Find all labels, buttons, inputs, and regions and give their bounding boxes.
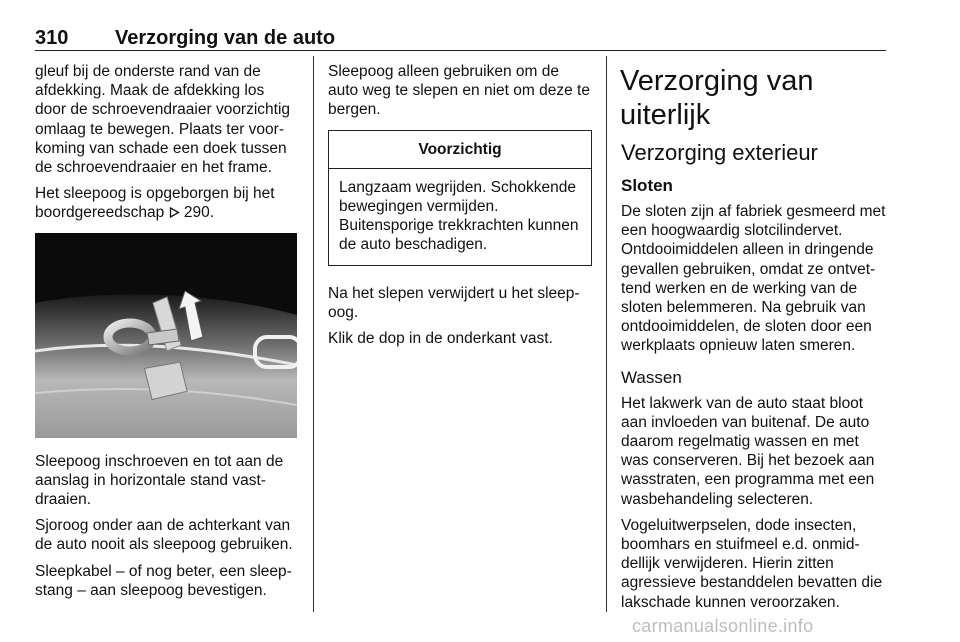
paragraph <box>35 184 299 222</box>
topic-heading-sloten: Sloten <box>621 176 673 195</box>
towing-eye-illustration <box>35 233 297 438</box>
paragraph: Het lakwerk van de auto staat bloot aan invloeden van buitenaf. De auto daarom regelmatig wassen en met was conserveren. Bij het bezoek aan wasstraten, een programma met een wasbehandeling selecteren. <box>621 394 875 508</box>
paragraph: Sjoroog onder aan de achterkant van de auto nooit als sleepoog gebruiken. <box>35 517 293 554</box>
column-divider <box>313 56 314 612</box>
caution-title: Voorzichtig <box>329 131 591 169</box>
paragraph: Vogeluitwerpselen, dode insecten, boomhars en stuifmeel e.d. onmiddellijk verwijderen. Hierin zitten agressieve bestanddelen bevatten die lakschade kunnen veroorzaken. <box>621 516 883 611</box>
paragraph: Sleepoog alleen gebruiken om de auto weg te slepen en niet om deze te bergen. <box>328 63 590 119</box>
column-divider <box>606 56 607 612</box>
column-middle <box>328 62 592 355</box>
page-reference-icon[interactable] <box>169 204 180 215</box>
paragraph: Sleepkabel – of nog beter, een sleepstang – aan sleepoog bevestigen. <box>35 562 292 599</box>
caution-text: Langzaam wegrijden. Schokkende bewegingen vermijden. Buitensporige trekkrachten kunnen de auto beschadigen. <box>339 178 579 254</box>
page-reference-link[interactable]: 290. <box>183 204 215 222</box>
column-left <box>35 62 299 607</box>
topic-heading-wassen: Wassen <box>621 367 682 387</box>
paragraph-text: Het sleepoog is opgeborgen bij het boordgereedschap <box>35 185 275 222</box>
paragraph: gleuf bij de onderste rand van de afdekking. Maak de afdekking los door de schroevendraaier voorzichtig omlaag te bewegen. Plaats ter voorkoming van schade een doek tussen de schroevendraaier en het frame. <box>35 63 291 177</box>
caution-box <box>328 130 592 266</box>
paragraph: De sloten zijn af fabriek gesmeerd met een hoogwaardig slotcilindervet. Ontdooimiddelen alleen in dringende gevallen gebruiken, omdat ze ontvettend werken en de werking van de sloten belemmeren. Na gebruik van ontdooimiddelen, de sloten door een werkplaats opnieuw laten smeren. <box>621 203 886 355</box>
column-right <box>621 64 887 619</box>
section-heading: Verzorging van uiterlijk <box>620 65 814 131</box>
paragraph: Na het slepen verwijdert u het sleepoog. <box>328 284 580 321</box>
page-number: 310 <box>35 27 69 49</box>
chapter-title: Verzorging van de auto <box>115 27 336 49</box>
watermark: carmanualsonline.info <box>632 616 814 636</box>
page-header <box>35 26 886 51</box>
paragraph: Sleepoog inschroeven en tot aan de aanslag in horizontale stand vastdraaien. <box>35 452 284 509</box>
paragraph: Klik de dop in de onderkant vast. <box>328 330 553 348</box>
subsection-heading: Verzorging exterieur <box>621 140 818 165</box>
